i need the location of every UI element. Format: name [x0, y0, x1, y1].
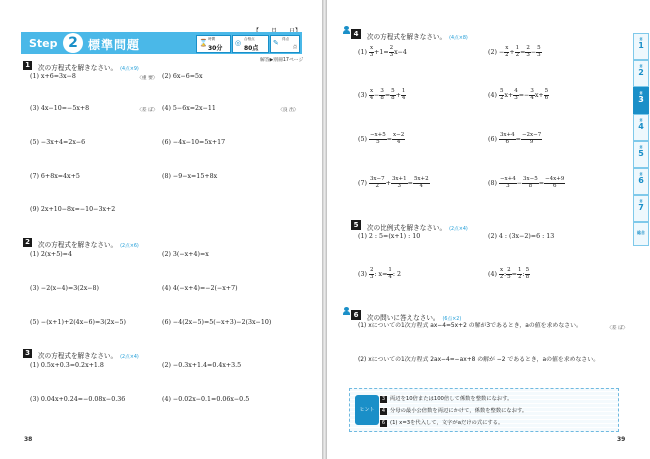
q2-problem-1: (1) 2(x+5)=4	[30, 251, 72, 258]
hint-row-1: 3 両辺を10倍または100倍して係数を整数になおす。	[381, 396, 513, 402]
q4-problem-4: (4) $\frac{5}{2}$ x+ $\frac{4}{3}$ =− $\frac{3}{4}$ x+ $\frac{5}{6}$	[488, 88, 549, 101]
q1-tag-4: 〈良 出〉	[278, 108, 299, 113]
question-5-points: (2点×4)	[449, 227, 468, 232]
chapter-tab-3[interactable]: 第 3	[633, 87, 649, 114]
q4-problem-2: (2) − $\frac{x}{2}$ + $\frac{1}{2}$ = $\frac{2}{3}$ − $\frac{5}{3}$	[488, 45, 541, 58]
question-2-instruction: 次の方程式を解きなさい。 (2点×6)	[38, 241, 139, 249]
step-number: 2	[63, 33, 83, 53]
q1-problem-6: (6) −4x−10=5x+17	[162, 139, 226, 146]
pass-value: 80点	[244, 45, 259, 52]
q3-problem-3: (3) 0.04x+0.24=−0.08x−0.36	[30, 396, 126, 403]
score-unit: 点	[293, 44, 297, 49]
q4-problem-1: (1) $\frac{x}{3}$ +1= $\frac{2}{3}$ x−4	[358, 45, 407, 58]
q4-problem-8: (8) $\frac{-x+4}{3}$ − $\frac{3x-5}{8}$ = $\frac{-4x+9}{6}$	[488, 176, 565, 189]
page-number-left: 38	[24, 436, 33, 443]
chapter-tab-7[interactable]: 第 7	[633, 195, 649, 222]
question-2-points: (2点×6)	[120, 244, 139, 249]
q1-problem-4: (4) 5−6x=2x−11	[162, 105, 216, 112]
hint-box	[349, 388, 619, 432]
time-label: 時間	[208, 37, 216, 41]
q1-problem-1: (1) x+6=3x−8	[30, 73, 76, 80]
chapter-tab-review[interactable]: 総合	[633, 222, 649, 246]
q6-problem-2: (2) xについての1次方程式 2ax−4=−ax+8 の解が −2 であるとき，aの値を求めなさい。	[358, 357, 600, 363]
target-icon: ◎	[235, 39, 242, 47]
hint-row-2: 4 分母の最小公倍数を両辺にかけて，係数を整数になおす。	[381, 408, 528, 414]
teacher-icon	[343, 307, 350, 316]
question-2-number: 2	[23, 238, 32, 247]
hint-row-3: 6 (1) x=3を代入して，文字がaだけの式にする。	[381, 420, 504, 426]
q6-tag-1: 〈差 ぼ〉	[607, 326, 628, 331]
q4-problem-6: (6) $\frac{3x+4}{6}$ = $\frac{-2x-7}{9}$	[488, 132, 542, 145]
question-1-instruction: 次の方程式を解きなさい。 (4点×9)	[38, 64, 139, 72]
q1-problem-7: (7) 6+8x=4x+5	[30, 173, 80, 180]
question-5-instruction: 次の比例式を解きなさい。 (2点×4)	[367, 224, 468, 232]
q1-tag-3: 〈差 ぼ〉	[137, 108, 158, 113]
q2-problem-2: (2) 3(−x+4)=x	[162, 251, 209, 258]
q4-problem-5: (5) $\frac{-x+5}{5}$ = $\frac{x-2}{4}$	[358, 132, 405, 145]
lightbulb-icon: ヒント	[355, 395, 379, 425]
question-3-points: (2点×4)	[120, 355, 139, 360]
answer-reference: 解答▶別冊17ページ	[260, 58, 304, 63]
score-label: 得点	[282, 37, 290, 41]
q4-problem-3: (3) $\frac{x}{4}$ − $\frac{3}{8}$ = $\frac{5}{8}$ + $\frac{1}{4}$	[358, 88, 406, 101]
q1-problem-8: (8) −9−x=15+8x	[162, 173, 218, 180]
q1-problem-5: (5) −3x+4=2x−6	[30, 139, 86, 146]
q2-problem-5: (5) −(x+1)+2(4x−6)=3(2x−5)	[30, 319, 127, 326]
question-4-instruction: 次の方程式を解きなさい。 (4点×8)	[367, 33, 468, 41]
chapter-tab-1[interactable]: 第 1	[633, 33, 649, 60]
question-1-number: 1	[23, 61, 32, 70]
time-box	[196, 35, 231, 53]
pass-label: 合格点	[244, 37, 255, 41]
pass-box	[232, 35, 269, 53]
q1-problem-3: (3) 4x−10=−5x+8	[30, 105, 90, 112]
chapter-tab-5[interactable]: 第 5	[633, 141, 649, 168]
question-4-number: 4	[351, 29, 361, 39]
question-3-instruction: 次の方程式を解きなさい。 (2点×4)	[38, 352, 139, 360]
q1-problem-9: (9) 2x+10−8x=−10−3x+2	[30, 206, 116, 213]
step-word: Step	[29, 37, 58, 50]
q5-problem-1: (1) 2 : 5=(x+1) : 10	[358, 233, 421, 240]
question-5-number: 5	[351, 220, 361, 230]
q3-problem-4: (4) −0.02x−0.1=0.06x−0.5	[162, 396, 250, 403]
chapter-tab-4[interactable]: 第 4	[633, 114, 649, 141]
q5-problem-3: (3) $\frac{2}{3}$ : x= $\frac{1}{4}$ : 2	[358, 267, 402, 280]
pencil-icon: ✎	[273, 39, 279, 47]
q3-problem-2: (2) −0.3x+1.4=0.4x+3.5	[162, 362, 242, 369]
q1-tag-1: 〈重 要〉	[137, 76, 158, 81]
step-header	[21, 32, 302, 54]
q5-problem-4: (4) $\frac{x}{2}$ : $\frac{2}{5}$ = $\frac{1}{2}$ : $\frac{5}{8}$	[488, 267, 530, 280]
time-value: 30分	[208, 45, 223, 52]
question-6-instruction: 次の問いに答えなさい。 (6点×2)	[367, 314, 462, 322]
question-6-points: (6点×2)	[442, 317, 462, 322]
chapter-tab-2[interactable]: 第 2	[633, 60, 649, 87]
question-1-points: (4点×9)	[120, 67, 139, 72]
q5-problem-2: (2) 4 : (3x−2)=6 : 13	[488, 233, 555, 240]
page-title: 標準問題	[88, 38, 141, 52]
hourglass-icon: ⌛	[199, 39, 208, 47]
q4-problem-7: (7) $\frac{3x-7}{2}$ + $\frac{3x+1}{3}$ = $\frac{5x+2}{4}$	[358, 176, 429, 189]
score-box	[270, 35, 300, 53]
q2-problem-6: (6) −4(2x−5)=5(−x+3)−2(3x−10)	[162, 319, 272, 326]
q3-problem-1: (1) 0.5x+0.3=0.2x+1.8	[30, 362, 104, 369]
page-number-right: 39	[617, 436, 626, 443]
chapter-tab-6[interactable]: 第 6	[633, 168, 649, 195]
teacher-icon	[343, 26, 350, 35]
q2-problem-3: (3) −2(x−4)=3(2x−8)	[30, 285, 99, 292]
left-page	[0, 0, 322, 459]
question-6-number: 6	[351, 310, 361, 320]
question-3-number: 3	[23, 349, 32, 358]
q6-problem-1: (1) xについての1次方程式 ax−4=5x+2 の解が3であるとき，aの値を求めなさい。	[358, 323, 582, 329]
question-4-points: (4点×8)	[449, 36, 468, 41]
q2-problem-4: (4) 4(−x+4)=−2(−x+7)	[162, 285, 238, 292]
q1-problem-2: (2) 6x−6=5x	[162, 73, 203, 80]
right-page	[327, 0, 650, 459]
